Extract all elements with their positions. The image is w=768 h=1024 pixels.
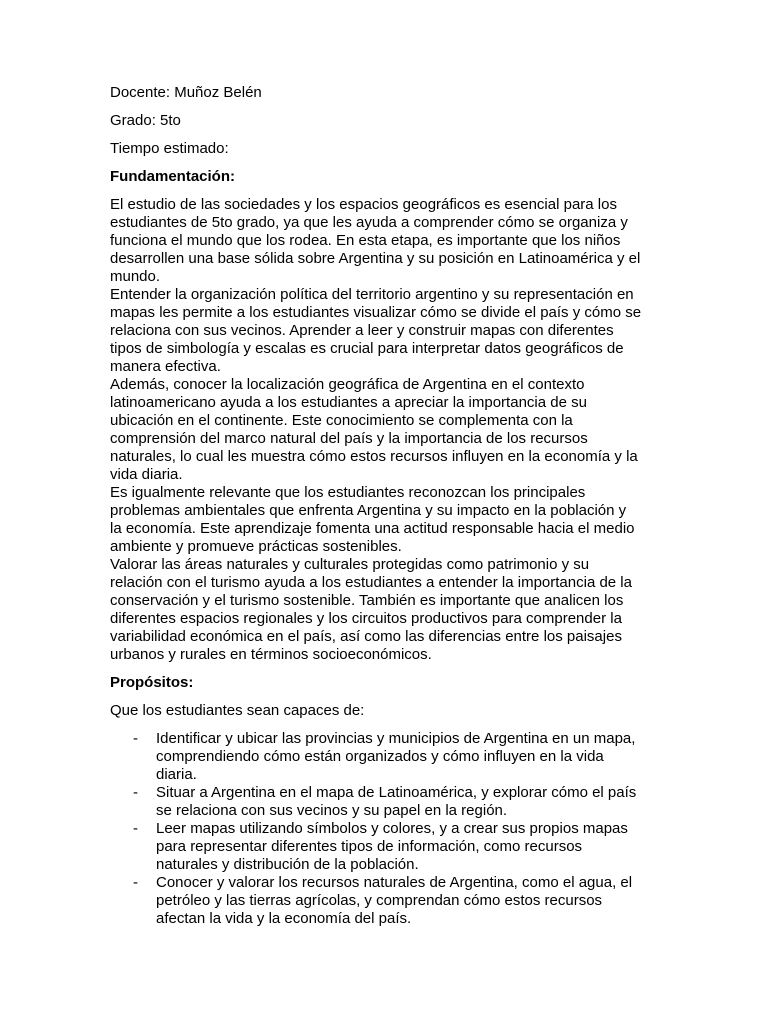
paragraph-line: mundo. <box>110 268 161 285</box>
paragraph-line: relación con el turismo ayuda a los estudiantes a entender la importancia de la <box>110 574 632 591</box>
estimated-time-line: Tiempo estimado: <box>110 140 229 157</box>
propositos-heading: Propósitos: <box>110 674 194 691</box>
list-item-line: Leer mapas utilizando símbolos y colores, y a crear sus propios mapas <box>156 820 628 837</box>
paragraph-line: diferentes espacios regionales y los circuitos productivos para comprender la <box>110 610 622 627</box>
propositos-list <box>110 730 662 928</box>
paragraph-line: relaciona con sus vecinos. Aprender a leer y construir mapas con diferentes <box>110 322 614 339</box>
teacher-line: Docente: Muñoz Belén <box>110 84 262 101</box>
dash-bullet: - <box>133 784 138 801</box>
list-item-line: petróleo y las tierras agrícolas, y comprendan cómo estos recursos <box>156 892 603 909</box>
list-item-line: diaria. <box>156 766 197 783</box>
list-item-line: para representar diferentes tipos de información, como recursos <box>156 838 583 855</box>
paragraph-line: ambiente y promueve prácticas sostenibles. <box>110 538 402 555</box>
fundamentacion-heading: Fundamentación: <box>110 168 236 185</box>
dash-bullet: - <box>133 820 138 837</box>
paragraph-line: tipos de simbología y escalas es crucial para interpretar datos geográficos de <box>110 340 624 357</box>
list-item-line: Situar a Argentina en el mapa de Latinoamérica, y explorar cómo el país <box>156 784 637 801</box>
paragraph-line: variabilidad económica en el país, así como las diferencias entre los paisajes <box>110 628 622 645</box>
list-item-line: Identificar y ubicar las provincias y municipios de Argentina en un mapa, <box>156 730 636 747</box>
list-item-line: naturales y distribución de la población. <box>156 856 419 873</box>
dash-bullet: - <box>133 874 138 891</box>
list-item <box>110 730 662 784</box>
paragraph-line: mapas les permite a los estudiantes visualizar cómo se divide el país y cómo se <box>110 304 642 321</box>
paragraph-line: Además, conocer la localización geográfica de Argentina en el contexto <box>110 376 585 393</box>
list-item-line: afectan la vida y la economía del país. <box>156 910 412 927</box>
paragraph-line: Entender la organización política del territorio argentino y su representación en <box>110 286 634 303</box>
list-item-line: comprendiendo cómo están organizados y cómo influyen en la vida <box>156 748 604 765</box>
paragraph-line: problemas ambientales que enfrenta Argentina y su impacto en la población y <box>110 502 627 519</box>
paragraph-line: funciona el mundo que los rodea. En esta etapa, es importante que los niños <box>110 232 621 249</box>
paragraph-line: comprensión del marco natural del país y la importancia de los recursos <box>110 430 588 447</box>
paragraph-line: El estudio de las sociedades y los espacios geográficos es esencial para los <box>110 196 617 213</box>
propositos-intro: Que los estudiantes sean capaces de: <box>110 702 365 719</box>
list-item-line: Conocer y valorar los recursos naturales de Argentina, como el agua, el <box>156 874 633 891</box>
paragraph-line: manera efectiva. <box>110 358 221 375</box>
grade-line: Grado: 5to <box>110 112 181 129</box>
paragraph-line: desarrollen una base sólida sobre Argentina y su posición en Latinoamérica y el <box>110 250 641 267</box>
list-item-line: se relaciona con sus vecinos y su papel en la región. <box>156 802 508 819</box>
list-item <box>110 784 662 820</box>
paragraph-line: Es igualmente relevante que los estudiantes reconozcan los principales <box>110 484 586 501</box>
list-item <box>110 820 662 874</box>
fundamentacion-text <box>110 196 662 664</box>
paragraph-line: vida diaria. <box>110 466 183 483</box>
list-item <box>110 874 662 928</box>
paragraph-line: la economía. Este aprendizaje fomenta una actitud responsable hacia el medio <box>110 520 635 537</box>
paragraph-line: ubicación en el continente. Este conocimiento se complementa con la <box>110 412 573 429</box>
paragraph-line: latinoamericano ayuda a los estudiantes a apreciar la importancia de su <box>110 394 587 411</box>
document-body <box>110 84 662 928</box>
paragraph-line: urbanos y rurales en términos socioeconómicos. <box>110 646 432 663</box>
dash-bullet: - <box>133 730 138 747</box>
paragraph-line: Valorar las áreas naturales y culturales protegidas como patrimonio y su <box>110 556 590 573</box>
paragraph-line: naturales, lo cual les muestra cómo estos recursos influyen en la economía y la <box>110 448 638 465</box>
paragraph-line: conservación y el turismo sostenible. También es importante que analicen los <box>110 592 624 609</box>
paragraph-line: estudiantes de 5to grado, ya que les ayuda a comprender cómo se organiza y <box>110 214 628 231</box>
